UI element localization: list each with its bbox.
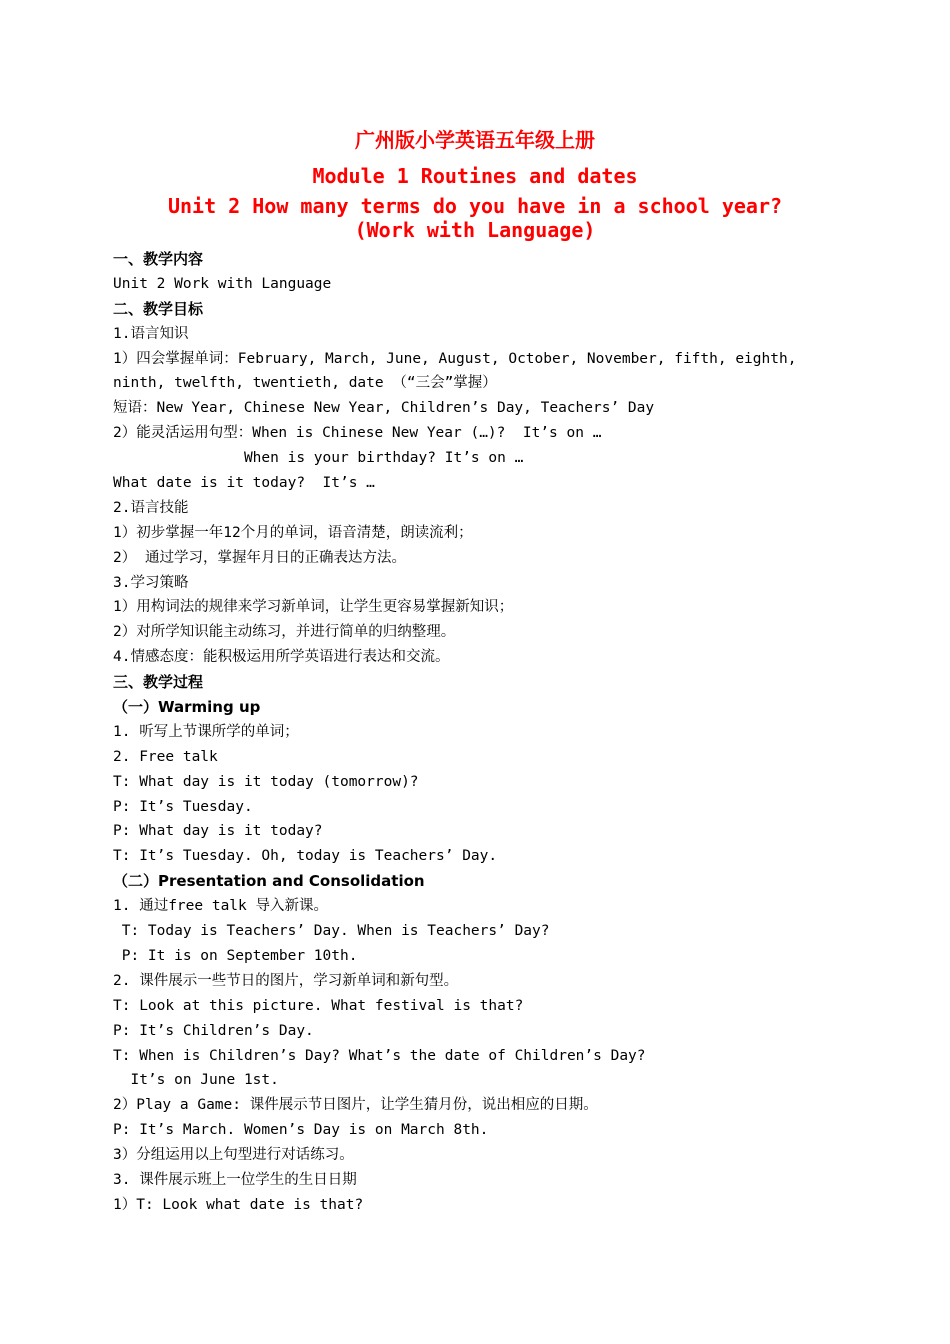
text-line: 2） 通过学习，掌握年月日的正确表达方法。 (113, 549, 406, 566)
title-module: Module 1 Routines and dates (312, 164, 638, 188)
text-line: 短语：New Year, Chinese New Year, Children’s Day, Teachers’ Day (113, 400, 655, 417)
text-line: T: What day is it today (tomorrow)? (113, 773, 419, 790)
text-line: T: Today is Teachers’ Day. When is Teachers’ Day? (113, 923, 550, 940)
section-heading: 二、教学目标 (113, 299, 204, 318)
text-line: It’s on June 1st. (113, 1072, 279, 1089)
text-line: P: It is on September 10th. (113, 947, 358, 964)
text-line: T: When is Children’s Day? What’s the date of Children’s Day? (113, 1047, 646, 1064)
text-line: ninth, twelfth, twentieth, date （“三会”掌握） (113, 375, 497, 392)
title-textbook: 广州版小学英语五年级上册 (355, 128, 595, 152)
text-line: 1）四会掌握单词：February, March, June, August, October, November, fifth, eighth, (113, 350, 797, 367)
text-line: P: It’s March. Women’s Day is on March 8th. (113, 1122, 489, 1139)
text-line: P: It’s Children’s Day. (113, 1022, 314, 1039)
text-line: 2）对所学知识能主动练习，并进行简单的归纳整理。 (113, 624, 456, 641)
section-heading: （二）Presentation and Consolidation (113, 872, 425, 891)
text-line: When is your birthday? It’s on … (113, 450, 524, 467)
text-line: 2.语言技能 (113, 499, 189, 516)
text-line: 1）用构词法的规律来学习新单词，让学生更容易掌握新知识； (113, 599, 514, 616)
text-line: T: Look at this picture. What festival is that? (113, 997, 524, 1014)
text-line: P: It’s Tuesday. (113, 798, 253, 815)
text-line: 3.学习策略 (113, 574, 189, 591)
text-line: 1）初步掌握一年12个月的单词，语音清楚，朗读流利； (113, 524, 473, 541)
text-line: 4.情感态度：能积极运用所学英语进行表达和交流。 (113, 649, 450, 666)
text-line: 3. 课件展示班上一位学生的生日日期 (113, 1171, 357, 1188)
text-line: 2）Play a Game: 课件展示节日图片，让学生猜月份，说出相应的日期。 (113, 1097, 598, 1114)
text-line: 3）分组运用以上句型进行对话练习。 (113, 1147, 354, 1164)
section-heading: 三、教学过程 (113, 673, 204, 692)
text-line: 2. Free talk (113, 748, 218, 765)
text-line: Unit 2 Work with Language (113, 275, 332, 292)
text-line: 1. 通过free talk 导入新课。 (113, 898, 328, 915)
text-line: T: It’s Tuesday. Oh, today is Teachers’ Day. (113, 848, 498, 865)
document-title (0, 122, 950, 242)
text-line: What date is it today? It’s … (113, 475, 375, 492)
document-body (113, 247, 853, 1218)
section-heading: 一、教学内容 (113, 250, 204, 268)
text-line: P: What day is it today? (113, 823, 323, 840)
section-heading: （一）Warming up (113, 698, 261, 717)
text-line: 1. 听写上节课所学的单词； (113, 723, 299, 740)
text-line: 2）能灵活运用句型：When is Chinese New Year (…)? It’s on … (113, 425, 602, 442)
text-line: 1）T: Look what date is that? (113, 1196, 364, 1213)
text-line: 1.语言知识 (113, 325, 189, 342)
text-line: 2. 课件展示一些节日的图片，学习新单词和新句型。 (113, 972, 459, 989)
title-section: (Work with Language) (354, 218, 596, 242)
title-unit: Unit 2 How many terms do you have in a school year? (167, 194, 783, 218)
